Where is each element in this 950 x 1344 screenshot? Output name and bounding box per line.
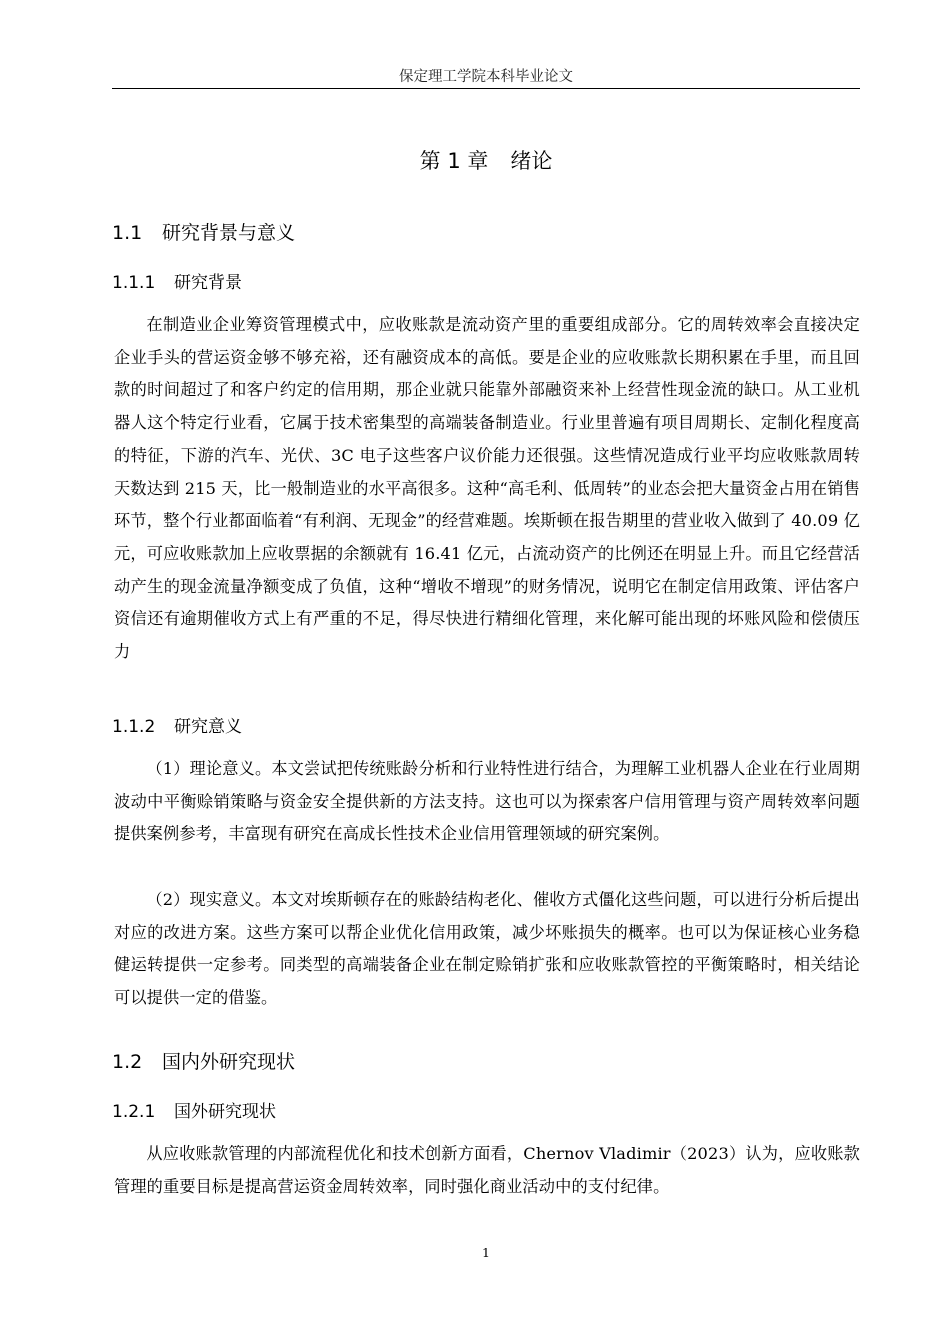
chapter-name: 绪论 <box>510 149 553 173</box>
subsection-number: 1.1.2 <box>112 717 156 737</box>
section-number: 1.2 <box>112 1051 143 1073</box>
paragraph-practical-significance: （2）现实意义。本文对埃斯顿存在的账龄结构老化、催收方式僵化这些问题，可以进行分析后提出对应的改进方案。这些方案可以帮企业优化信用政策，减少坏账损失的概率。也可以为保证核心业务稳健运转提供一定参考。同类型的高端装备企业在制定赊销扩张和应收账款管控的平衡策略时，相关结论可以提供一定的借鉴。 <box>114 890 860 1008</box>
section-heading-1-2 <box>112 1049 860 1075</box>
subsection-title: 研究背景 <box>174 273 242 293</box>
chapter-title <box>112 147 860 175</box>
chapter-number: 第 1 章 <box>419 149 489 173</box>
header-rule <box>112 88 860 89</box>
subsection-title: 研究意义 <box>174 717 242 737</box>
section-title: 研究背景与意义 <box>162 222 296 244</box>
section-heading-1-1 <box>112 220 860 246</box>
paragraph-background: 在制造业企业筹资管理模式中，应收账款是流动资产里的重要组成部分。它的周转效率会直接决定企业手头的营运资金够不够充裕，还有融资成本的高低。要是企业的应收账款长期积累在手里，而且回款的时间超过了和客户约定的信用期，那企业就只能靠外部融资来补上经营性现金流的缺口。从工业机器人这个特定行业看，它属于技术密集型的高端装备制造业。行业里普遍有项目周期长、定制化程度高的特征，下游的汽车、光伏、3C 电子这些客户议价能力还很强。这些情况造成行业平均应收账款周转天数达到 215 天，比一般制造业的水平高很多。这种“高毛利、低周转”的业态会把大量资金占用在销售环节，整个行业都面临着“有利润、无现金”的经营难题。埃斯顿在报告期里的营业收入做到了 40.09 亿元，可应收账款加上应收票据的余额就有 16.41 亿元，占流动资产的比例还在明显上升。而且它经营活动产生的现金流量净额变成了负值，这种“增收不增现”的财务情况，说明它在制定信用政策、评估客户资信还有逾期催收方式上有严重的不足，得尽快进行精细化管理，来化解可能出现的坏账风险和偿债压力 <box>114 315 860 662</box>
section-number: 1.1 <box>112 222 143 244</box>
page-number: 1 <box>482 1245 490 1260</box>
paragraph-theoretical-significance: （1）理论意义。本文尝试把传统账龄分析和行业特性进行结合，为理解工业机器人企业在行业周期波动中平衡赊销策略与资金安全提供新的方法支持。这也可以为探索客户信用管理与资产周转效率问题提供案例参考，丰富现有研究在高成长性技术企业信用管理领域的研究案例。 <box>114 759 860 844</box>
running-header: 保定理工学院本科毕业论文 <box>399 69 573 85</box>
section-title: 国内外研究现状 <box>162 1051 296 1073</box>
subsection-heading-1-1-2 <box>112 715 860 739</box>
subsection-heading-1-1-1 <box>112 271 860 295</box>
subsection-number: 1.2.1 <box>112 1102 156 1122</box>
paragraph-foreign-research: 从应收账款管理的内部流程优化和技术创新方面看，Chernov Vladimir（2023）认为，应收账款管理的重要目标是提高营运资金周转效率，同时强化商业活动中的支付纪律。 <box>114 1144 860 1196</box>
subsection-number: 1.1.1 <box>112 273 156 293</box>
subsection-heading-1-2-1 <box>112 1100 860 1124</box>
subsection-title: 国外研究现状 <box>174 1102 276 1122</box>
